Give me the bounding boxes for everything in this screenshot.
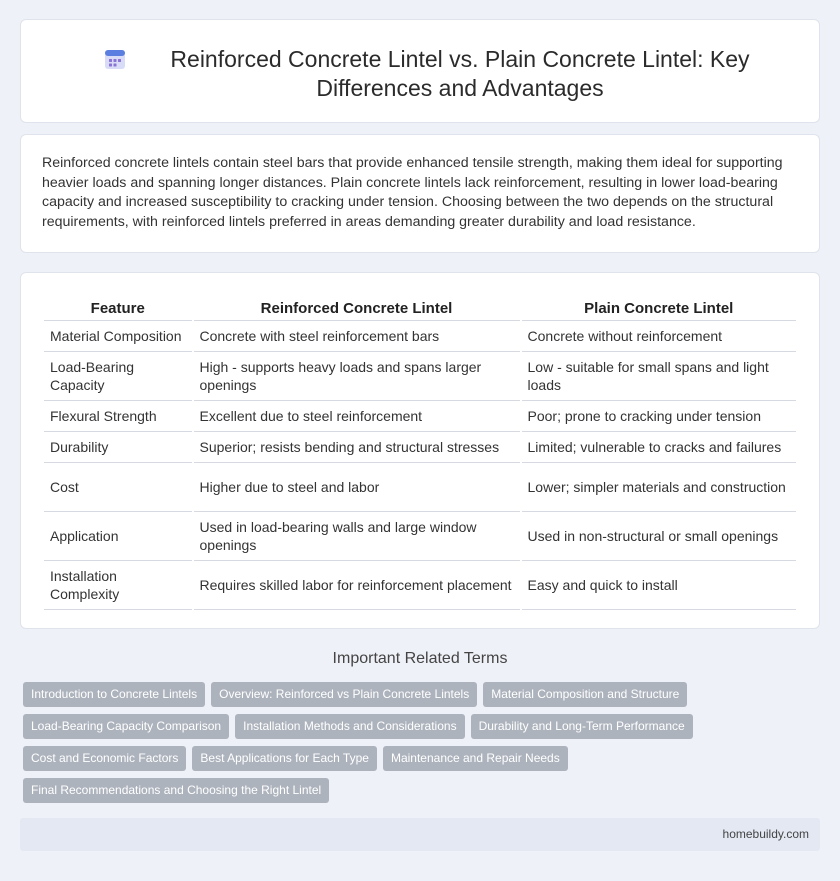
related-tag[interactable]: Cost and Economic Factors [23, 746, 186, 771]
table-row [44, 401, 796, 432]
related-terms-title: Important Related Terms [332, 650, 508, 667]
header-plain: Plain Concrete Lintel [522, 297, 796, 321]
intro-card [20, 134, 820, 253]
feature-cell: Application [44, 512, 192, 561]
footer [20, 818, 820, 851]
reinforced-cell: Superior; resists bending and structural stresses [194, 432, 520, 463]
plain-cell: Limited; vulnerable to cracks and failures [522, 432, 796, 463]
plain-cell: Lower; simpler materials and construction [522, 463, 796, 512]
reinforced-cell: Requires skilled labor for reinforcement placement [194, 561, 520, 610]
related-tag[interactable]: Durability and Long-Term Performance [471, 714, 693, 739]
plain-cell: Poor; prone to cracking under tension [522, 401, 796, 432]
plain-cell: Easy and quick to install [522, 561, 796, 610]
table-header-row [44, 297, 796, 321]
related-tag[interactable]: Maintenance and Repair Needs [383, 746, 568, 771]
related-tag[interactable]: Overview: Reinforced vs Plain Concrete Lintels [211, 682, 477, 707]
feature-cell: Installation Complexity [44, 561, 192, 610]
related-tag[interactable]: Material Composition and Structure [483, 682, 687, 707]
header-reinforced: Reinforced Concrete Lintel [194, 297, 520, 321]
reinforced-cell: High - supports heavy loads and spans larger openings [194, 352, 520, 401]
header-feature: Feature [44, 297, 192, 321]
reinforced-cell: Used in load-bearing walls and large window openings [194, 512, 520, 561]
table-row [44, 561, 796, 610]
comparison-table-card [20, 272, 820, 629]
feature-cell: Durability [44, 432, 192, 463]
table-row [44, 432, 796, 463]
page-title: Reinforced Concrete Lintel vs. Plain Concrete Lintel: Key Differences and Advantages [170, 46, 750, 101]
feature-cell: Flexural Strength [44, 401, 192, 432]
table-row [44, 352, 796, 401]
plain-cell: Used in non-structural or small openings [522, 512, 796, 561]
related-tag[interactable]: Introduction to Concrete Lintels [23, 682, 205, 707]
reinforced-cell: Excellent due to steel reinforcement [194, 401, 520, 432]
related-tag[interactable]: Final Recommendations and Choosing the Right Lintel [23, 778, 329, 803]
title-card [20, 19, 820, 123]
related-terms-list [23, 682, 723, 810]
reinforced-cell: Higher due to steel and labor [194, 463, 520, 512]
feature-cell: Material Composition [44, 321, 192, 352]
intro-paragraph: Reinforced concrete lintels contain steel bars that provide enhanced tensile strength, making them ideal for supporting heavier loads and spanning longer distances. Plain concrete lintels lack reinforcement, resulting in lower load-bearing capacity and increased susceptibility to cracking under tension. Choosing between the two depends on the structural requirements, with reinforced lintels preferred in areas demanding greater durability and load resistance. [42, 155, 783, 230]
plain-cell: Low - suitable for small spans and light loads [522, 352, 796, 401]
feature-cell: Load-Bearing Capacity [44, 352, 192, 401]
table-row [44, 321, 796, 352]
table-row [44, 463, 796, 512]
feature-cell: Cost [44, 463, 192, 512]
comparison-table [42, 297, 798, 610]
related-tag[interactable]: Installation Methods and Considerations [235, 714, 464, 739]
related-tag[interactable]: Load-Bearing Capacity Comparison [23, 714, 229, 739]
footer-site-link[interactable]: homebuildy.com [722, 827, 809, 841]
reinforced-cell: Concrete with steel reinforcement bars [194, 321, 520, 352]
table-row [44, 512, 796, 561]
plain-cell: Concrete without reinforcement [522, 321, 796, 352]
related-tag[interactable]: Best Applications for Each Type [192, 746, 377, 771]
